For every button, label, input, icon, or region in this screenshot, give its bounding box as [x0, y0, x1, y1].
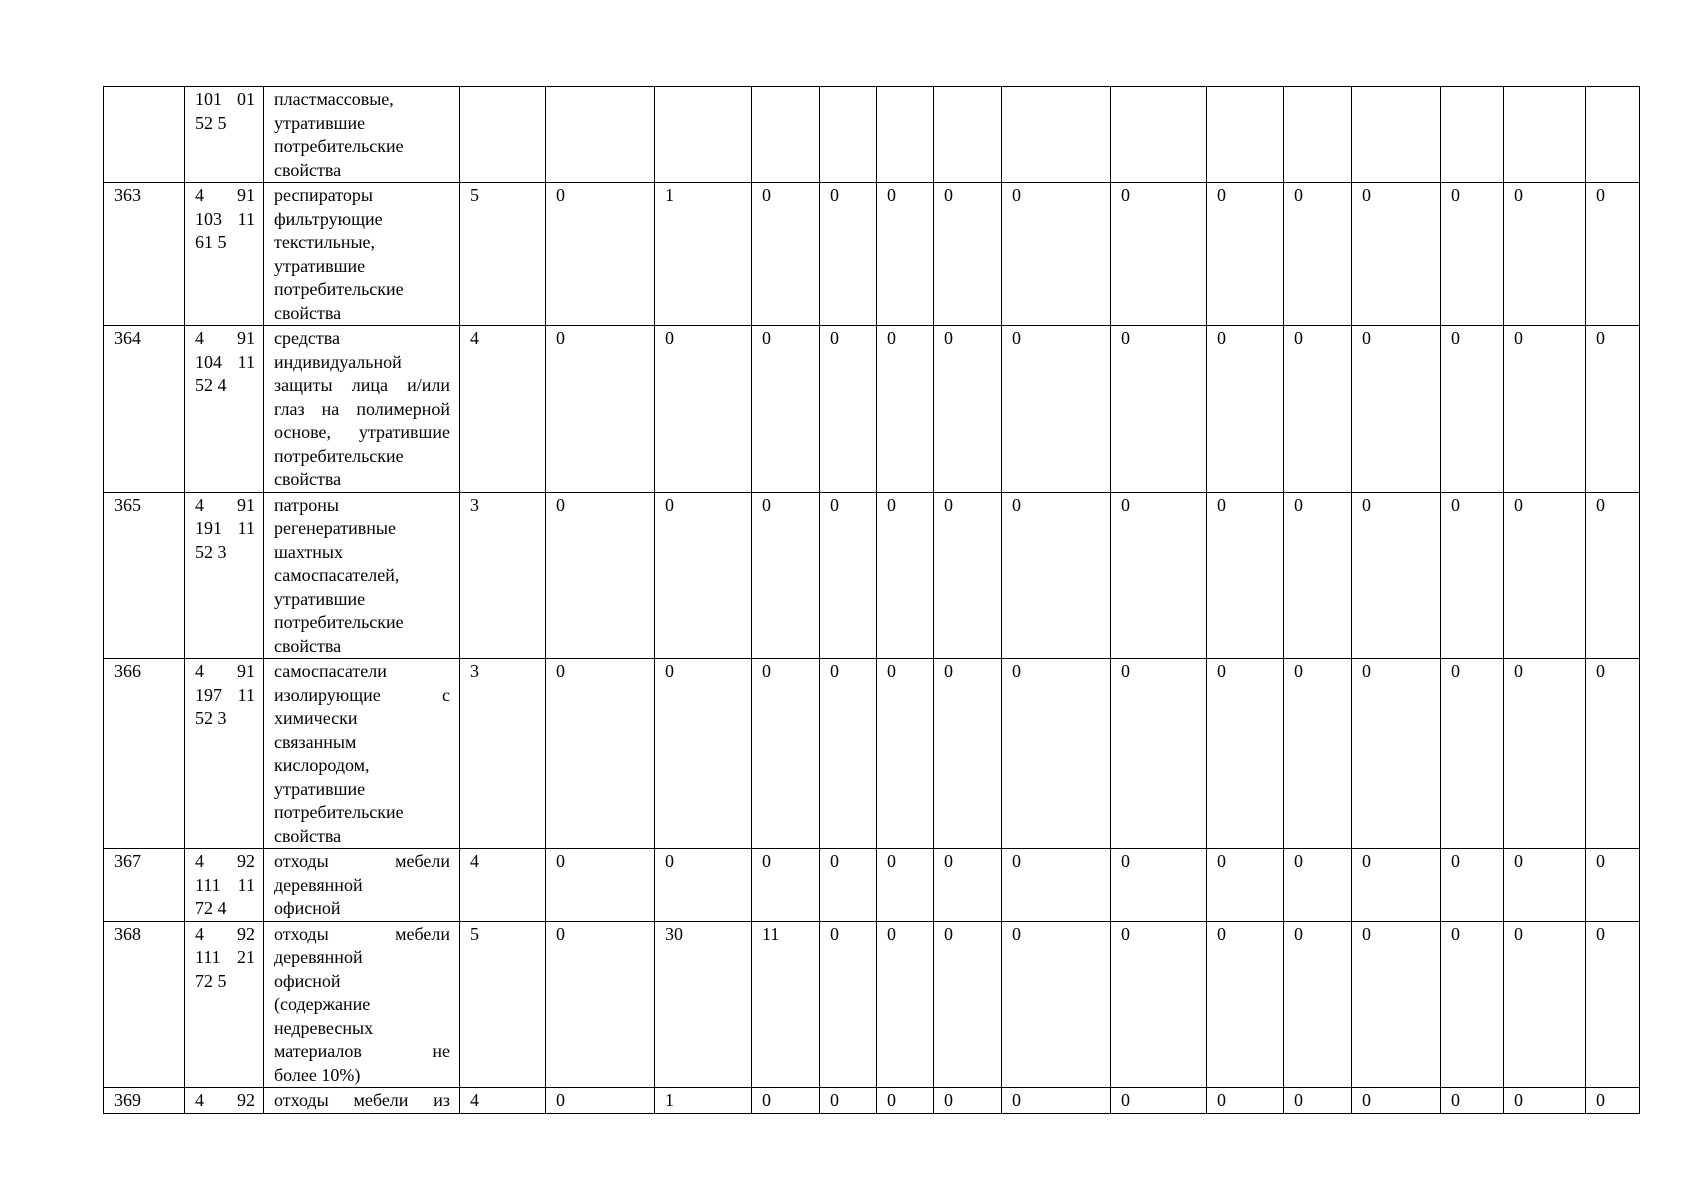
value-cell: 5 — [460, 183, 546, 326]
table-row — [104, 921, 1640, 1088]
value-cell: 0 — [1002, 849, 1111, 922]
value-cell: 0 — [1284, 849, 1352, 922]
cell-line: 4 92 — [195, 851, 255, 871]
value-cell: 0 — [877, 921, 934, 1088]
cell-line: потребительские — [274, 802, 404, 822]
cell-line: отходы мебели — [274, 851, 450, 871]
value-cell: 0 — [1352, 659, 1441, 849]
value-cell — [1586, 87, 1640, 183]
value-cell: 0 — [1284, 326, 1352, 493]
value-cell: 0 — [934, 326, 1002, 493]
waste-code-cell — [185, 492, 264, 659]
cell-line: пластмассовые, — [274, 89, 394, 109]
value-cell: 30 — [655, 921, 752, 1088]
value-cell: 0 — [1504, 659, 1586, 849]
cell-line: самоспасатели — [274, 661, 387, 681]
value-cell: 0 — [1111, 326, 1207, 493]
cell-line: офисной — [274, 898, 341, 918]
value-cell: 0 — [1002, 1088, 1111, 1114]
value-cell: 0 — [1111, 849, 1207, 922]
cell-line: офисной — [274, 970, 341, 991]
value-cell: 0 — [1352, 326, 1441, 493]
value-cell: 0 — [1207, 492, 1284, 659]
value-cell: 0 — [1441, 326, 1504, 493]
value-cell: 0 — [752, 849, 820, 922]
value-cell: 0 — [1441, 659, 1504, 849]
value-cell — [460, 87, 546, 183]
value-cell: 0 — [752, 326, 820, 493]
row-number-cell: 363 — [104, 183, 185, 326]
waste-code-cell — [185, 659, 264, 849]
value-cell: 0 — [1586, 849, 1640, 922]
value-cell: 0 — [1284, 492, 1352, 659]
cell-line: 72 5 — [195, 970, 227, 991]
cell-line: свойства — [274, 825, 342, 846]
cell-line: потребительские — [274, 612, 404, 632]
cell-line: 52 3 — [195, 708, 227, 728]
value-cell: 1 — [655, 183, 752, 326]
value-cell: 4 — [460, 326, 546, 493]
value-cell: 0 — [1111, 659, 1207, 849]
value-cell: 0 — [1586, 659, 1640, 849]
value-cell: 0 — [1441, 492, 1504, 659]
value-cell: 0 — [1002, 659, 1111, 849]
value-cell: 0 — [1441, 1088, 1504, 1114]
value-cell: 0 — [1111, 921, 1207, 1088]
table-row — [104, 183, 1640, 326]
value-cell — [1002, 87, 1111, 183]
row-number-cell: 364 — [104, 326, 185, 493]
waste-code-cell — [185, 849, 264, 922]
value-cell: 0 — [877, 492, 934, 659]
value-cell: 0 — [820, 921, 877, 1088]
value-cell: 0 — [1441, 849, 1504, 922]
value-cell: 0 — [655, 659, 752, 849]
waste-name-cell — [264, 492, 460, 659]
value-cell: 0 — [820, 849, 877, 922]
cell-line: средства — [274, 328, 341, 348]
value-cell: 0 — [1504, 849, 1586, 922]
value-cell: 0 — [1352, 183, 1441, 326]
cell-line: деревянной — [274, 947, 363, 967]
waste-code-cell — [185, 183, 264, 326]
value-cell — [877, 87, 934, 183]
value-cell: 0 — [877, 326, 934, 493]
value-cell: 0 — [1504, 183, 1586, 326]
value-cell: 0 — [820, 326, 877, 493]
cell-line: потребительские — [274, 136, 404, 156]
cell-line: 197 11 — [195, 684, 255, 705]
value-cell: 0 — [934, 183, 1002, 326]
value-cell — [1284, 87, 1352, 183]
value-cell: 0 — [1207, 659, 1284, 849]
value-cell: 0 — [820, 492, 877, 659]
cell-line: утратившие — [274, 112, 366, 133]
value-cell: 0 — [877, 183, 934, 326]
value-cell: 0 — [1504, 921, 1586, 1088]
value-cell: 0 — [1504, 1088, 1586, 1114]
cell-line: недревесных — [274, 1017, 374, 1038]
value-cell: 0 — [820, 1088, 877, 1114]
cell-line: 61 5 — [195, 232, 227, 252]
table-row — [104, 659, 1640, 849]
cell-line: 4 91 — [195, 494, 255, 515]
value-cell: 0 — [1586, 183, 1640, 326]
value-cell: 3 — [460, 659, 546, 849]
value-cell: 0 — [1111, 183, 1207, 326]
waste-name-cell — [264, 849, 460, 922]
cell-line: защиты лица и/или — [274, 375, 450, 395]
value-cell: 0 — [546, 326, 655, 493]
row-number-cell: 368 — [104, 921, 185, 1088]
value-cell: 0 — [1111, 492, 1207, 659]
cell-line: потребительские — [274, 445, 404, 466]
value-cell: 0 — [655, 492, 752, 659]
cell-line: фильтрующие — [274, 208, 383, 229]
value-cell: 0 — [1207, 921, 1284, 1088]
value-cell: 0 — [1284, 921, 1352, 1088]
cell-line: кислородом, — [274, 755, 370, 775]
cell-line: более 10%) — [274, 1064, 361, 1085]
value-cell: 0 — [934, 1088, 1002, 1114]
value-cell: 0 — [752, 1088, 820, 1114]
cell-line: 52 4 — [195, 375, 227, 395]
value-cell — [1352, 87, 1441, 183]
value-cell: 0 — [877, 1088, 934, 1114]
value-cell: 0 — [752, 492, 820, 659]
value-cell: 0 — [1207, 1088, 1284, 1114]
value-cell: 0 — [655, 849, 752, 922]
cell-line: 103 11 — [195, 208, 255, 229]
value-cell: 0 — [546, 921, 655, 1088]
table-body — [104, 87, 1640, 1114]
cell-line: утратившие — [274, 255, 366, 276]
value-cell — [1504, 87, 1586, 183]
value-cell: 0 — [1284, 1088, 1352, 1114]
value-cell: 0 — [1441, 921, 1504, 1088]
value-cell: 0 — [877, 849, 934, 922]
waste-code-cell — [185, 87, 264, 183]
value-cell: 0 — [1284, 183, 1352, 326]
cell-line: 101 01 — [195, 89, 255, 109]
value-cell: 1 — [655, 1088, 752, 1114]
cell-line: отходы мебели из — [274, 1090, 450, 1110]
cell-line: текстильные, — [274, 232, 376, 252]
value-cell: 0 — [1352, 492, 1441, 659]
value-cell — [1207, 87, 1284, 183]
cell-line: потребительские — [274, 279, 404, 299]
value-cell: 0 — [1586, 326, 1640, 493]
cell-line: 4 91 — [195, 328, 255, 348]
cell-line: 104 11 — [195, 351, 255, 372]
value-cell: 0 — [877, 659, 934, 849]
waste-name-cell — [264, 183, 460, 326]
value-cell: 3 — [460, 492, 546, 659]
value-cell — [546, 87, 655, 183]
value-cell: 0 — [820, 659, 877, 849]
cell-line: 4 91 — [195, 185, 255, 205]
value-cell: 5 — [460, 921, 546, 1088]
value-cell: 0 — [752, 659, 820, 849]
value-cell — [1441, 87, 1504, 183]
value-cell: 11 — [752, 921, 820, 1088]
value-cell: 0 — [1352, 849, 1441, 922]
row-number-cell: 366 — [104, 659, 185, 849]
cell-line: респираторы — [274, 185, 373, 205]
table-row — [104, 87, 1640, 183]
value-cell: 0 — [1586, 492, 1640, 659]
cell-line: 191 11 — [195, 518, 255, 538]
value-cell: 0 — [1586, 1088, 1640, 1114]
cell-line: глаз на полимерной — [274, 398, 450, 419]
cell-line: индивидуальной — [274, 351, 402, 372]
value-cell: 0 — [1207, 326, 1284, 493]
value-cell: 0 — [752, 183, 820, 326]
cell-line: 4 92 — [195, 923, 255, 944]
table-row — [104, 849, 1640, 922]
value-cell: 4 — [460, 1088, 546, 1114]
value-cell: 0 — [546, 492, 655, 659]
value-cell: 0 — [1441, 183, 1504, 326]
value-cell: 0 — [1002, 183, 1111, 326]
cell-line: 52 3 — [195, 541, 227, 562]
value-cell: 0 — [1002, 326, 1111, 493]
table-row — [104, 1088, 1640, 1114]
cell-line: 72 4 — [195, 898, 227, 918]
value-cell: 0 — [1111, 1088, 1207, 1114]
value-cell: 0 — [1504, 326, 1586, 493]
value-cell: 0 — [1586, 921, 1640, 1088]
waste-code-cell — [185, 1088, 264, 1114]
cell-line: изолирующие с — [274, 684, 450, 705]
value-cell: 0 — [934, 492, 1002, 659]
waste-code-cell — [185, 921, 264, 1088]
value-cell: 0 — [1002, 921, 1111, 1088]
waste-data-table — [103, 86, 1640, 1114]
value-cell: 0 — [546, 849, 655, 922]
cell-line: патроны — [274, 494, 339, 515]
cell-line: деревянной — [274, 874, 363, 895]
cell-line: связанным — [274, 731, 357, 752]
value-cell: 0 — [820, 183, 877, 326]
value-cell — [934, 87, 1002, 183]
value-cell: 0 — [1352, 921, 1441, 1088]
value-cell: 0 — [655, 326, 752, 493]
cell-line: утратившие — [274, 778, 366, 799]
cell-line: 111 21 — [195, 947, 255, 967]
cell-line: химически — [274, 708, 358, 728]
waste-code-cell — [185, 326, 264, 493]
value-cell — [820, 87, 877, 183]
cell-line: свойства — [274, 302, 342, 323]
cell-line: шахтных — [274, 541, 343, 562]
value-cell: 0 — [934, 921, 1002, 1088]
waste-name-cell — [264, 659, 460, 849]
cell-line: 52 5 — [195, 112, 227, 133]
table-row — [104, 492, 1640, 659]
waste-name-cell — [264, 87, 460, 183]
cell-line: 4 92 — [195, 1090, 255, 1110]
table-row — [104, 326, 1640, 493]
cell-line: свойства — [274, 635, 342, 656]
value-cell: 0 — [1284, 659, 1352, 849]
row-number-cell — [104, 87, 185, 183]
value-cell: 0 — [546, 183, 655, 326]
row-number-cell: 367 — [104, 849, 185, 922]
cell-line: отходы мебели — [274, 923, 450, 944]
cell-line: 111 11 — [195, 874, 255, 895]
row-number-cell: 369 — [104, 1088, 185, 1114]
row-number-cell: 365 — [104, 492, 185, 659]
cell-line: свойства — [274, 159, 342, 180]
value-cell — [1111, 87, 1207, 183]
cell-line: регенеративные — [274, 518, 396, 538]
cell-line: утратившие — [274, 588, 366, 609]
value-cell: 0 — [1207, 849, 1284, 922]
cell-line: (содержание — [274, 994, 371, 1014]
value-cell: 0 — [934, 659, 1002, 849]
value-cell: 0 — [1207, 183, 1284, 326]
cell-line: 4 91 — [195, 661, 255, 681]
cell-line: материалов не — [274, 1041, 450, 1061]
value-cell: 4 — [460, 849, 546, 922]
cell-line: свойства — [274, 469, 342, 489]
value-cell — [655, 87, 752, 183]
waste-name-cell — [264, 921, 460, 1088]
value-cell: 0 — [546, 659, 655, 849]
value-cell: 0 — [1504, 492, 1586, 659]
value-cell: 0 — [1002, 492, 1111, 659]
value-cell: 0 — [546, 1088, 655, 1114]
waste-name-cell — [264, 1088, 460, 1114]
value-cell: 0 — [1352, 1088, 1441, 1114]
waste-name-cell — [264, 326, 460, 493]
cell-line: самоспасателей, — [274, 565, 400, 585]
value-cell: 0 — [934, 849, 1002, 922]
cell-line: основе, утратившие — [274, 422, 450, 442]
value-cell — [752, 87, 820, 183]
